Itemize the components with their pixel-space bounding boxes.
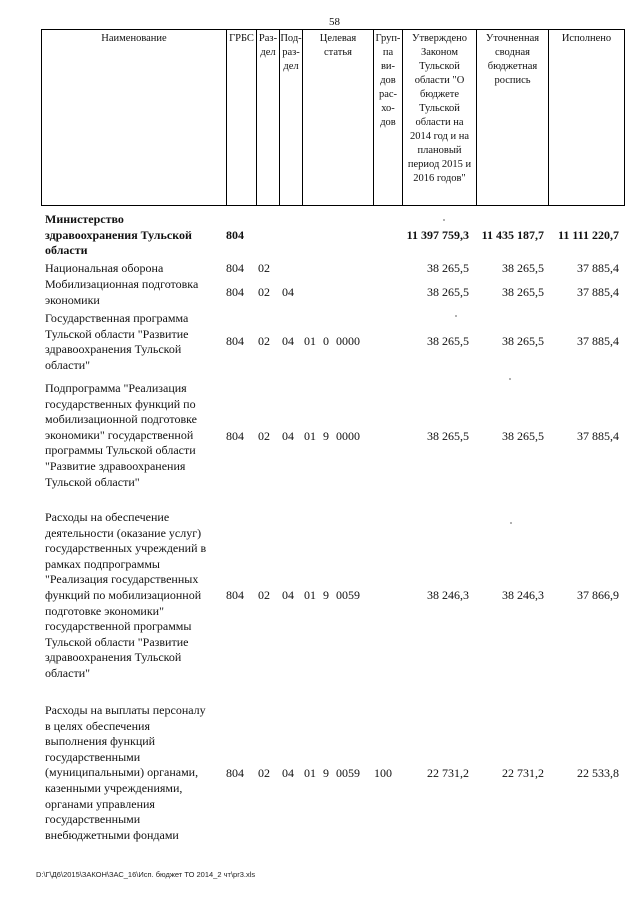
row-cs-program: 01 xyxy=(304,429,316,443)
row-name: Расходы на обеспечение деятельности (оказание услуг) государственных учреждений в рамках подпрограммы "Реализация государственных функций по мобилизационной подготовке экономики" государственной программы Тульской области "Развитие здравоохранения Тульской области" xyxy=(45,510,207,680)
header-podrazdel-text: Под- раз- дел xyxy=(280,33,302,72)
row-ispolneno: 11 111 220,7 xyxy=(557,228,619,242)
row-cs-direction: 0000 xyxy=(336,429,360,443)
row-name: Национальная оборона xyxy=(45,261,164,275)
row-razdel: 02 xyxy=(258,766,270,780)
row-razdel: 02 xyxy=(258,588,270,602)
header-grbs-text: ГРБС xyxy=(229,33,254,44)
row-razdel: 02 xyxy=(258,285,270,299)
row-utochnennaya: 38 246,3 xyxy=(502,588,544,602)
row-grbs: 804 xyxy=(226,429,244,443)
row-ispolneno: 22 533,8 xyxy=(577,766,619,780)
row-cs-subprogram: 9 xyxy=(323,766,329,780)
row-name: Расходы на выплаты персоналу в целях обеспечения выполнения функций государственными (муниципальными) органами, казенными учреждениями, органами управления государственными внебюджетными фондами xyxy=(45,703,206,842)
table-row xyxy=(0,510,640,686)
row-podrazdel: 04 xyxy=(282,334,294,348)
header-name-text: Наименование xyxy=(101,33,167,44)
row-utverzhdeno: 38 246,3 xyxy=(427,588,469,602)
row-cs-direction: 0000 xyxy=(336,334,360,348)
scan-speck xyxy=(509,378,511,380)
row-razdel: 02 xyxy=(258,261,270,275)
header-name xyxy=(41,29,226,206)
row-razdel: 02 xyxy=(258,429,270,443)
header-celevaya-text: Целевая статья xyxy=(319,33,357,58)
row-utverzhdeno: 11 397 759,3 xyxy=(406,228,469,242)
header-ispolneno-text: Исполнено xyxy=(561,33,612,44)
row-utverzhdeno: 38 265,5 xyxy=(427,285,469,299)
header-ispolneno xyxy=(548,29,625,206)
row-ispolneno: 37 885,4 xyxy=(577,429,619,443)
row-utverzhdeno: 38 265,5 xyxy=(427,334,469,348)
row-cs-program: 01 xyxy=(304,334,316,348)
row-podrazdel: 04 xyxy=(282,285,294,299)
table-row xyxy=(0,261,640,277)
table-row xyxy=(0,277,640,309)
table-row xyxy=(0,381,640,493)
header-gruppa xyxy=(373,29,402,206)
row-utochnennaya: 38 265,5 xyxy=(502,285,544,299)
row-ispolneno: 37 885,4 xyxy=(577,261,619,275)
header-podrazdel xyxy=(279,29,302,206)
row-cs-program: 01 xyxy=(304,588,316,602)
header-utochnennaya xyxy=(476,29,548,206)
row-cs-direction: 0059 xyxy=(336,588,360,602)
row-utverzhdeno: 22 731,2 xyxy=(427,766,469,780)
row-podrazdel: 04 xyxy=(282,588,294,602)
row-cs-program: 01 xyxy=(304,766,316,780)
row-ispolneno: 37 885,4 xyxy=(577,334,619,348)
header-celevaya xyxy=(302,29,373,206)
header-utverzhdeno xyxy=(402,29,476,206)
row-cs-subprogram: 9 xyxy=(323,588,329,602)
row-grbs: 804 xyxy=(226,228,244,242)
table-row xyxy=(0,212,640,260)
row-utverzhdeno: 38 265,5 xyxy=(427,429,469,443)
table-row xyxy=(0,311,640,375)
row-vid-rashodov: 100 xyxy=(374,766,392,780)
file-path-footer: D:\Г\Д6\2015\ЗАКОН\ЗАС_16\Исп. бюджет ТО 2014_2 чт\pr3.xls xyxy=(36,870,256,879)
row-grbs: 804 xyxy=(226,766,244,780)
row-ispolneno: 37 866,9 xyxy=(577,588,619,602)
row-grbs: 804 xyxy=(226,588,244,602)
row-podrazdel: 04 xyxy=(282,429,294,443)
row-utochnennaya: 22 731,2 xyxy=(502,766,544,780)
header-utochnennaya-text: Уточненная сводная бюджетная роспись xyxy=(485,33,540,86)
row-ispolneno: 37 885,4 xyxy=(577,285,619,299)
row-razdel: 02 xyxy=(258,334,270,348)
scan-speck xyxy=(443,219,445,221)
header-utverzhdeno-text: Утверждено Законом Тульской области "О бюджете Тульской области на 2014 год и на плановый период 2015 и 2016 годов" xyxy=(407,33,472,184)
row-grbs: 804 xyxy=(226,261,244,275)
row-utochnennaya: 38 265,5 xyxy=(502,261,544,275)
row-cs-direction: 0059 xyxy=(336,766,360,780)
row-grbs: 804 xyxy=(226,285,244,299)
table-row xyxy=(0,703,640,847)
row-name: Министерство здравоохранения Тульской области xyxy=(45,212,192,258)
row-cs-subprogram: 9 xyxy=(323,429,329,443)
row-name: Мобилизационная подготовка экономики xyxy=(45,277,199,307)
row-utochnennaya: 38 265,5 xyxy=(502,429,544,443)
row-utverzhdeno: 38 265,5 xyxy=(427,261,469,275)
row-name: Государственная программа Тульской области "Развитие здравоохранения Тульской области" xyxy=(45,311,189,372)
row-utochnennaya: 11 435 187,7 xyxy=(481,228,544,242)
row-utochnennaya: 38 265,5 xyxy=(502,334,544,348)
row-podrazdel: 04 xyxy=(282,766,294,780)
header-gruppa-text: Груп- па ви- дов рас- хо- дов xyxy=(375,33,401,128)
header-razdel-text: Раз- дел xyxy=(258,33,278,58)
scan-speck xyxy=(455,315,457,317)
row-grbs: 804 xyxy=(226,334,244,348)
header-razdel xyxy=(256,29,279,206)
row-cs-subprogram: 0 xyxy=(323,334,329,348)
scan-speck xyxy=(510,522,512,524)
page-number: 58 xyxy=(329,16,340,28)
row-name: Подпрограмма "Реализация государственных функций по мобилизационной подготовке экономики" государственной программы Тульской области "Развитие здравоохранения Тульской области" xyxy=(45,381,197,489)
header-grbs xyxy=(226,29,256,206)
